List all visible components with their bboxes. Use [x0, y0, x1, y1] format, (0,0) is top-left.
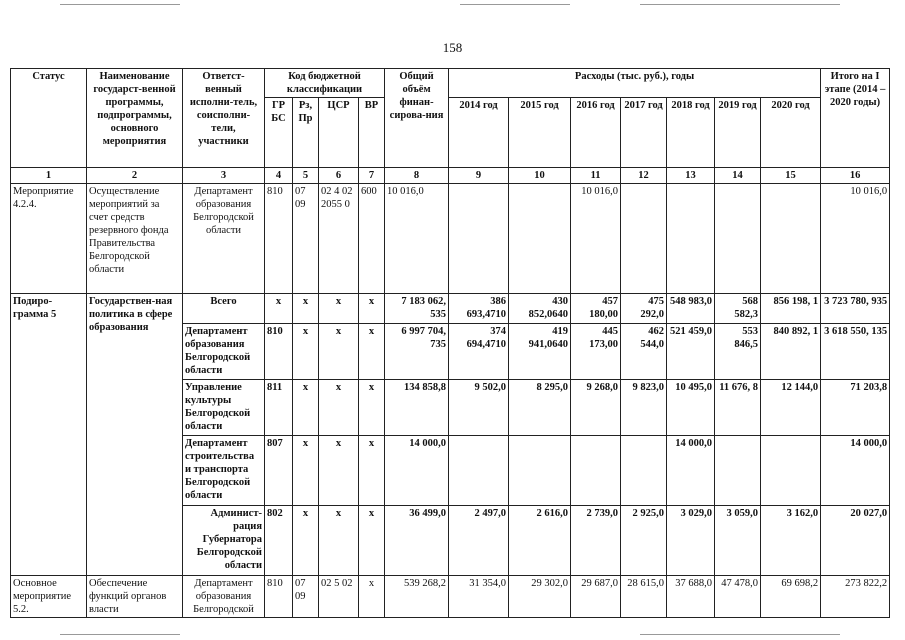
header-year: 2014 год — [449, 98, 509, 168]
col-number: 11 — [571, 168, 621, 184]
cell-total: 6 997 704, 735 — [385, 324, 449, 380]
cell-year: 548 983,0 — [667, 294, 715, 324]
cell-year — [621, 184, 667, 294]
cell-year: 9 823,0 — [621, 380, 667, 436]
cell-year: 69 698,2 — [761, 576, 821, 618]
col-number: 13 — [667, 168, 715, 184]
cell-vr: x — [359, 380, 385, 436]
col-number: 9 — [449, 168, 509, 184]
header-year: 2015 год — [509, 98, 571, 168]
cell-year — [509, 184, 571, 294]
header-year: 2016 год — [571, 98, 621, 168]
cell-grbs: 802 — [265, 506, 293, 576]
cell-year: 419 941,0640 — [509, 324, 571, 380]
cell-year: 521 459,0 — [667, 324, 715, 380]
cell-responsible: Департамент строительства и транспорта Белгородской области — [183, 436, 265, 506]
cell-vr: x — [359, 294, 385, 324]
cell-total: 539 268,2 — [385, 576, 449, 618]
cell-year — [715, 184, 761, 294]
col-number: 2 — [87, 168, 183, 184]
cell-responsible: Админист-рация Губернатора Белгородской области — [183, 506, 265, 576]
cell-total: 10 016,0 — [385, 184, 449, 294]
cell-year: 430 852,0640 — [509, 294, 571, 324]
budget-table — [10, 68, 890, 618]
cell-responsible: Департамент образования Белгородской области — [183, 324, 265, 380]
cell-year: 29 302,0 — [509, 576, 571, 618]
cell-year: 10 495,0 — [667, 380, 715, 436]
cell-year: 11 676, 8 — [715, 380, 761, 436]
cell-year: 37 688,0 — [667, 576, 715, 618]
cell-name: Государствен-ная политика в сфере образования — [87, 294, 183, 576]
col-number: 16 — [821, 168, 890, 184]
cell-csr: 02 5 02 — [319, 576, 359, 618]
cell-year: 475 292,0 — [621, 294, 667, 324]
cell-vr: x — [359, 506, 385, 576]
cell-status: Подиро-грамма 5 — [11, 294, 87, 576]
cell-year: 14 000,0 — [667, 436, 715, 506]
header-budget-code: Код бюджетной классификации — [265, 69, 385, 98]
cell-year: 12 144,0 — [761, 380, 821, 436]
cell-csr: x — [319, 294, 359, 324]
cell-rzpr: x — [293, 506, 319, 576]
cell-year: 9 268,0 — [571, 380, 621, 436]
cell-responsible: Всего — [183, 294, 265, 324]
cell-year: 2 925,0 — [621, 506, 667, 576]
cell-rzpr: 07 09 — [293, 576, 319, 618]
cell-grbs: 810 — [265, 324, 293, 380]
cell-rzpr: x — [293, 436, 319, 506]
cell-year: 3 029,0 — [667, 506, 715, 576]
cell-year: 553 846,5 — [715, 324, 761, 380]
cell-grbs: 810 — [265, 184, 293, 294]
header-rzpr: Рз, Пр — [293, 98, 319, 168]
col-number: 6 — [319, 168, 359, 184]
cell-year: 840 892, 1 — [761, 324, 821, 380]
header-year: 2020 год — [761, 98, 821, 168]
cell-year: 3 059,0 — [715, 506, 761, 576]
col-number: 5 — [293, 168, 319, 184]
cell-year — [761, 436, 821, 506]
cell-grbs: 811 — [265, 380, 293, 436]
cell-year: 10 016,0 — [571, 184, 621, 294]
cell-year: 2 497,0 — [449, 506, 509, 576]
cell-total: 14 000,0 — [385, 436, 449, 506]
header-year: 2017 год — [621, 98, 667, 168]
cell-name: Обеспечение функций органов власти — [87, 576, 183, 618]
cell-grbs: 807 — [265, 436, 293, 506]
cell-stage-total: 273 822,2 — [821, 576, 890, 618]
col-number: 7 — [359, 168, 385, 184]
col-number: 10 — [509, 168, 571, 184]
cell-year — [667, 184, 715, 294]
cell-csr: 02 4 02 2055 0 — [319, 184, 359, 294]
header-year: 2018 год — [667, 98, 715, 168]
cell-responsible: Управление культуры Белгородской области — [183, 380, 265, 436]
cell-stage-total: 3 618 550, 135 — [821, 324, 890, 380]
cell-vr: x — [359, 576, 385, 618]
cell-stage-total: 10 016,0 — [821, 184, 890, 294]
cell-vr: x — [359, 324, 385, 380]
cell-year: 374 694,4710 — [449, 324, 509, 380]
cell-year: 462 544,0 — [621, 324, 667, 380]
cell-total: 7 183 062, 535 — [385, 294, 449, 324]
header-year: 2019 год — [715, 98, 761, 168]
cell-vr: x — [359, 436, 385, 506]
cell-year: 28 615,0 — [621, 576, 667, 618]
cell-year: 856 198, 1 — [761, 294, 821, 324]
header-expenses: Расходы (тыс. руб.), годы — [449, 69, 821, 98]
header-total: Общий объём финан-сирова-ния — [385, 69, 449, 168]
cell-year: 9 502,0 — [449, 380, 509, 436]
cell-year: 457 180,00 — [571, 294, 621, 324]
cell-responsible: Департамент образования Белгородской области — [183, 184, 265, 294]
table-row — [11, 576, 890, 618]
cell-vr: 600 — [359, 184, 385, 294]
cell-rzpr: x — [293, 380, 319, 436]
table-row — [11, 294, 890, 324]
cell-year: 8 295,0 — [509, 380, 571, 436]
cell-rzpr: 07 09 — [293, 184, 319, 294]
cell-csr: x — [319, 380, 359, 436]
cell-year: 29 687,0 — [571, 576, 621, 618]
col-number: 1 — [11, 168, 87, 184]
cell-year — [509, 436, 571, 506]
header-stage-total: Итого на I этапе (2014 – 2020 годы) — [821, 69, 890, 168]
cell-year: 2 739,0 — [571, 506, 621, 576]
cell-stage-total: 20 027,0 — [821, 506, 890, 576]
cell-responsible: Департамент образования Белгородской — [183, 576, 265, 618]
cell-stage-total: 71 203,8 — [821, 380, 890, 436]
header-grbs: ГР БС — [265, 98, 293, 168]
cell-year: 31 354,0 — [449, 576, 509, 618]
cell-year — [621, 436, 667, 506]
cell-year — [761, 184, 821, 294]
cell-year — [715, 436, 761, 506]
col-number: 12 — [621, 168, 667, 184]
header-csr: ЦСР — [319, 98, 359, 168]
cell-csr: x — [319, 436, 359, 506]
cell-grbs: 810 — [265, 576, 293, 618]
page-number: 158 — [442, 40, 463, 55]
cell-rzpr: x — [293, 324, 319, 380]
cell-grbs: x — [265, 294, 293, 324]
header-name: Наименование государст-венной программы, подпрограммы, основного мероприятия — [87, 69, 183, 168]
header-vr: ВР — [359, 98, 385, 168]
cell-year: 445 173,00 — [571, 324, 621, 380]
table-row — [11, 184, 890, 294]
cell-csr: x — [319, 324, 359, 380]
col-number: 3 — [183, 168, 265, 184]
cell-name: Осуществление мероприятий за счет средств резервного фонда Правительства Белгородской области — [87, 184, 183, 294]
cell-year: 386 693,4710 — [449, 294, 509, 324]
col-number: 15 — [761, 168, 821, 184]
cell-year: 568 582,3 — [715, 294, 761, 324]
cell-rzpr: x — [293, 294, 319, 324]
cell-year — [571, 436, 621, 506]
col-number: 14 — [715, 168, 761, 184]
cell-year: 3 162,0 — [761, 506, 821, 576]
cell-stage-total: 3 723 780, 935 — [821, 294, 890, 324]
header-status: Статус — [11, 69, 87, 168]
header-responsible: Ответст-венный исполни-тель, соисполни-тели, участники — [183, 69, 265, 168]
cell-status: Мероприятие 4.2.4. — [11, 184, 87, 294]
cell-total: 134 858,8 — [385, 380, 449, 436]
cell-csr: x — [319, 506, 359, 576]
col-number: 8 — [385, 168, 449, 184]
col-number: 4 — [265, 168, 293, 184]
column-number-row — [11, 168, 890, 184]
cell-status: Основное мероприятие 5.2. — [11, 576, 87, 618]
cell-year — [449, 436, 509, 506]
cell-stage-total: 14 000,0 — [821, 436, 890, 506]
cell-year — [449, 184, 509, 294]
cell-year: 47 478,0 — [715, 576, 761, 618]
cell-year: 2 616,0 — [509, 506, 571, 576]
cell-total: 36 499,0 — [385, 506, 449, 576]
